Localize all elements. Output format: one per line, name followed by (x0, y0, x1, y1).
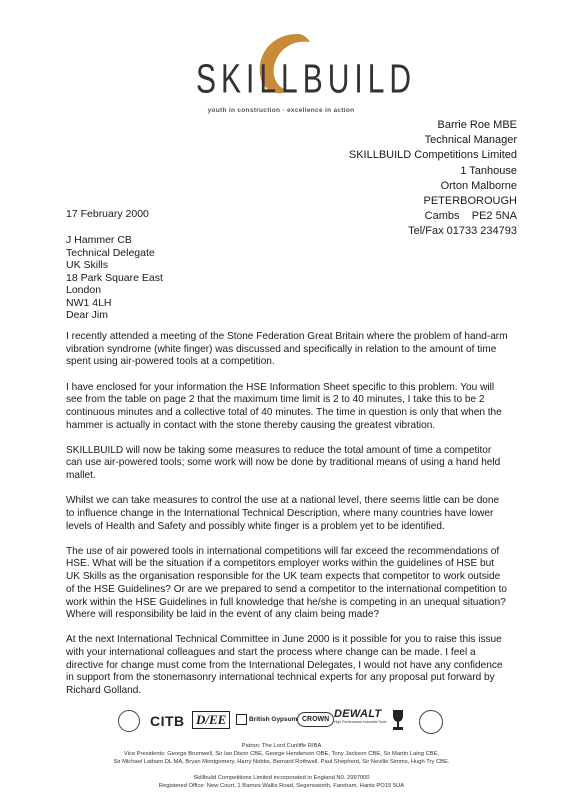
letter-date: 17 February 2000 (66, 208, 149, 220)
recipient-line: Technical Delegate (66, 246, 155, 259)
sender-address (349, 118, 517, 240)
recipient-line: 18 Park Square East (66, 271, 163, 284)
registered-office-line: Registered Office: New Court, 1 Barnes Wallis Road, Segensworth, Fareham, Hants PO15 5UA (158, 783, 405, 789)
recipient-address (66, 234, 163, 310)
skillbuild-logo (196, 24, 417, 114)
sender-line: Cambs PE2 5NA (424, 210, 517, 223)
salutation: Dear Jim (66, 309, 109, 321)
sender-line: Orton Malborne (440, 179, 517, 192)
award-seal-icon (419, 710, 443, 734)
body-paragraph: I recently attended a meeting of the Stone Federation Great Britain where the problem of hand-arm vibration syndrome (white finger) was discussed and specifically in relation to the amount of time spent using air-powered tools at a competition. (66, 331, 508, 368)
citb-logo: CITB (150, 713, 185, 729)
body-paragraph: SKILLBUILD will now be taking some measures to reduce the total amount of time a competitor can use air-powered tools; some work will now be done by traditional means of using a hand held mallet. (66, 444, 501, 482)
sender-line: Technical Manager (424, 134, 517, 147)
british-gypsum-logo (236, 714, 297, 725)
incorporation-line: Skillbuild Competitions Limited incorporated in England N0. 2997000 (193, 775, 370, 781)
sender-line: Tel/Fax 01733 234793 (408, 225, 517, 238)
dfee-logo: D/EE (192, 711, 230, 729)
logo-tagline: youth in construction · excellence in action (207, 107, 355, 114)
vice-presidents-line: Vice Presidents: George Brumwell, Sir Ian Dixon CBE, George Henderson OBE, Tony Jackson CBE, Sir Martin Laing CBE, (123, 751, 440, 757)
dewalt-logo (334, 708, 386, 724)
crest-seal-icon (118, 710, 140, 732)
recipient-line: London (66, 284, 102, 297)
vice-presidents-line: Sir Michael Latham DL MA, Bryan Montgomery, Harry Nobbs, Bernard Rothwell, Paul Shepherd, Sir Neville Simms, Hugh Try CBE. (113, 759, 450, 765)
sender-line: SKILLBUILD Competitions Limited (348, 149, 517, 162)
body-paragraph: I have enclosed for your information the HSE Information Sheet specific to this problem. You will see from the table on page 2 that the maximum time limit is 2 to 40 minutes, I take this to be 2 continuous minutes and a collective total of 40 minutes. The time in question is only that when the hammer is actually in contact with the stone thereby causing the greatest vibration. (66, 381, 502, 431)
dewalt-label: DEWALT (334, 708, 382, 720)
crown-logo: CROWN (297, 712, 334, 727)
body-paragraph: The use of air powered tools in international competitions will far exceed the recommendations of HSE. What will be the situation if a competitors employer works within the guidelines of HSE but UK Skills as the organisation responsible for the UK team expects that competitor to work outside of the HSE Guidelines? Or are we prepared to send a competitor to the international competition to work within the HSE Guidelines in full knowledge that he/she is competing in an unequal situation? Where will responsibility be laid in the event of any claim being made? (66, 545, 508, 621)
sender-line: PETERBOROUGH (423, 195, 517, 208)
recipient-line: UK Skills (66, 259, 109, 272)
dewalt-subtitle: High Performance Industrial Tools (334, 720, 387, 724)
british-gypsum-mark-icon (236, 714, 247, 725)
british-gypsum-label: British Gypsum (249, 716, 298, 723)
logo-wordmark: SKILLBUILD (196, 57, 417, 102)
recipient-line: NW1 4LH (66, 296, 112, 309)
body-paragraph: At the next International Technical Committee in June 2000 is it possible for you to raise this issue with your international colleagues and start the process where change can be made. I feel a directive for change must come from the International Delegates, I would not have any confidence in support from the stonemasonry international technical experts for any proposal put forward by Richard Golland. (66, 634, 503, 697)
body-paragraph: Whilst we can take measures to control the use at a national level, there seems little can be done to influence change in the International Technical Description, where many countries have lower levels of Health and Safety and possibly white finger is a problem yet to be identified. (66, 495, 500, 532)
trophy-icon (390, 708, 406, 737)
letter-body (66, 331, 508, 710)
recipient-line: J Hammer CB (66, 234, 132, 246)
sender-line: 1 Tanhouse (460, 164, 517, 177)
patron-line: Patron: The Lord Cunliffe RIBA (241, 743, 322, 749)
sender-line: Barrie Roe MBE (437, 119, 517, 131)
sponsor-logos (118, 708, 448, 740)
